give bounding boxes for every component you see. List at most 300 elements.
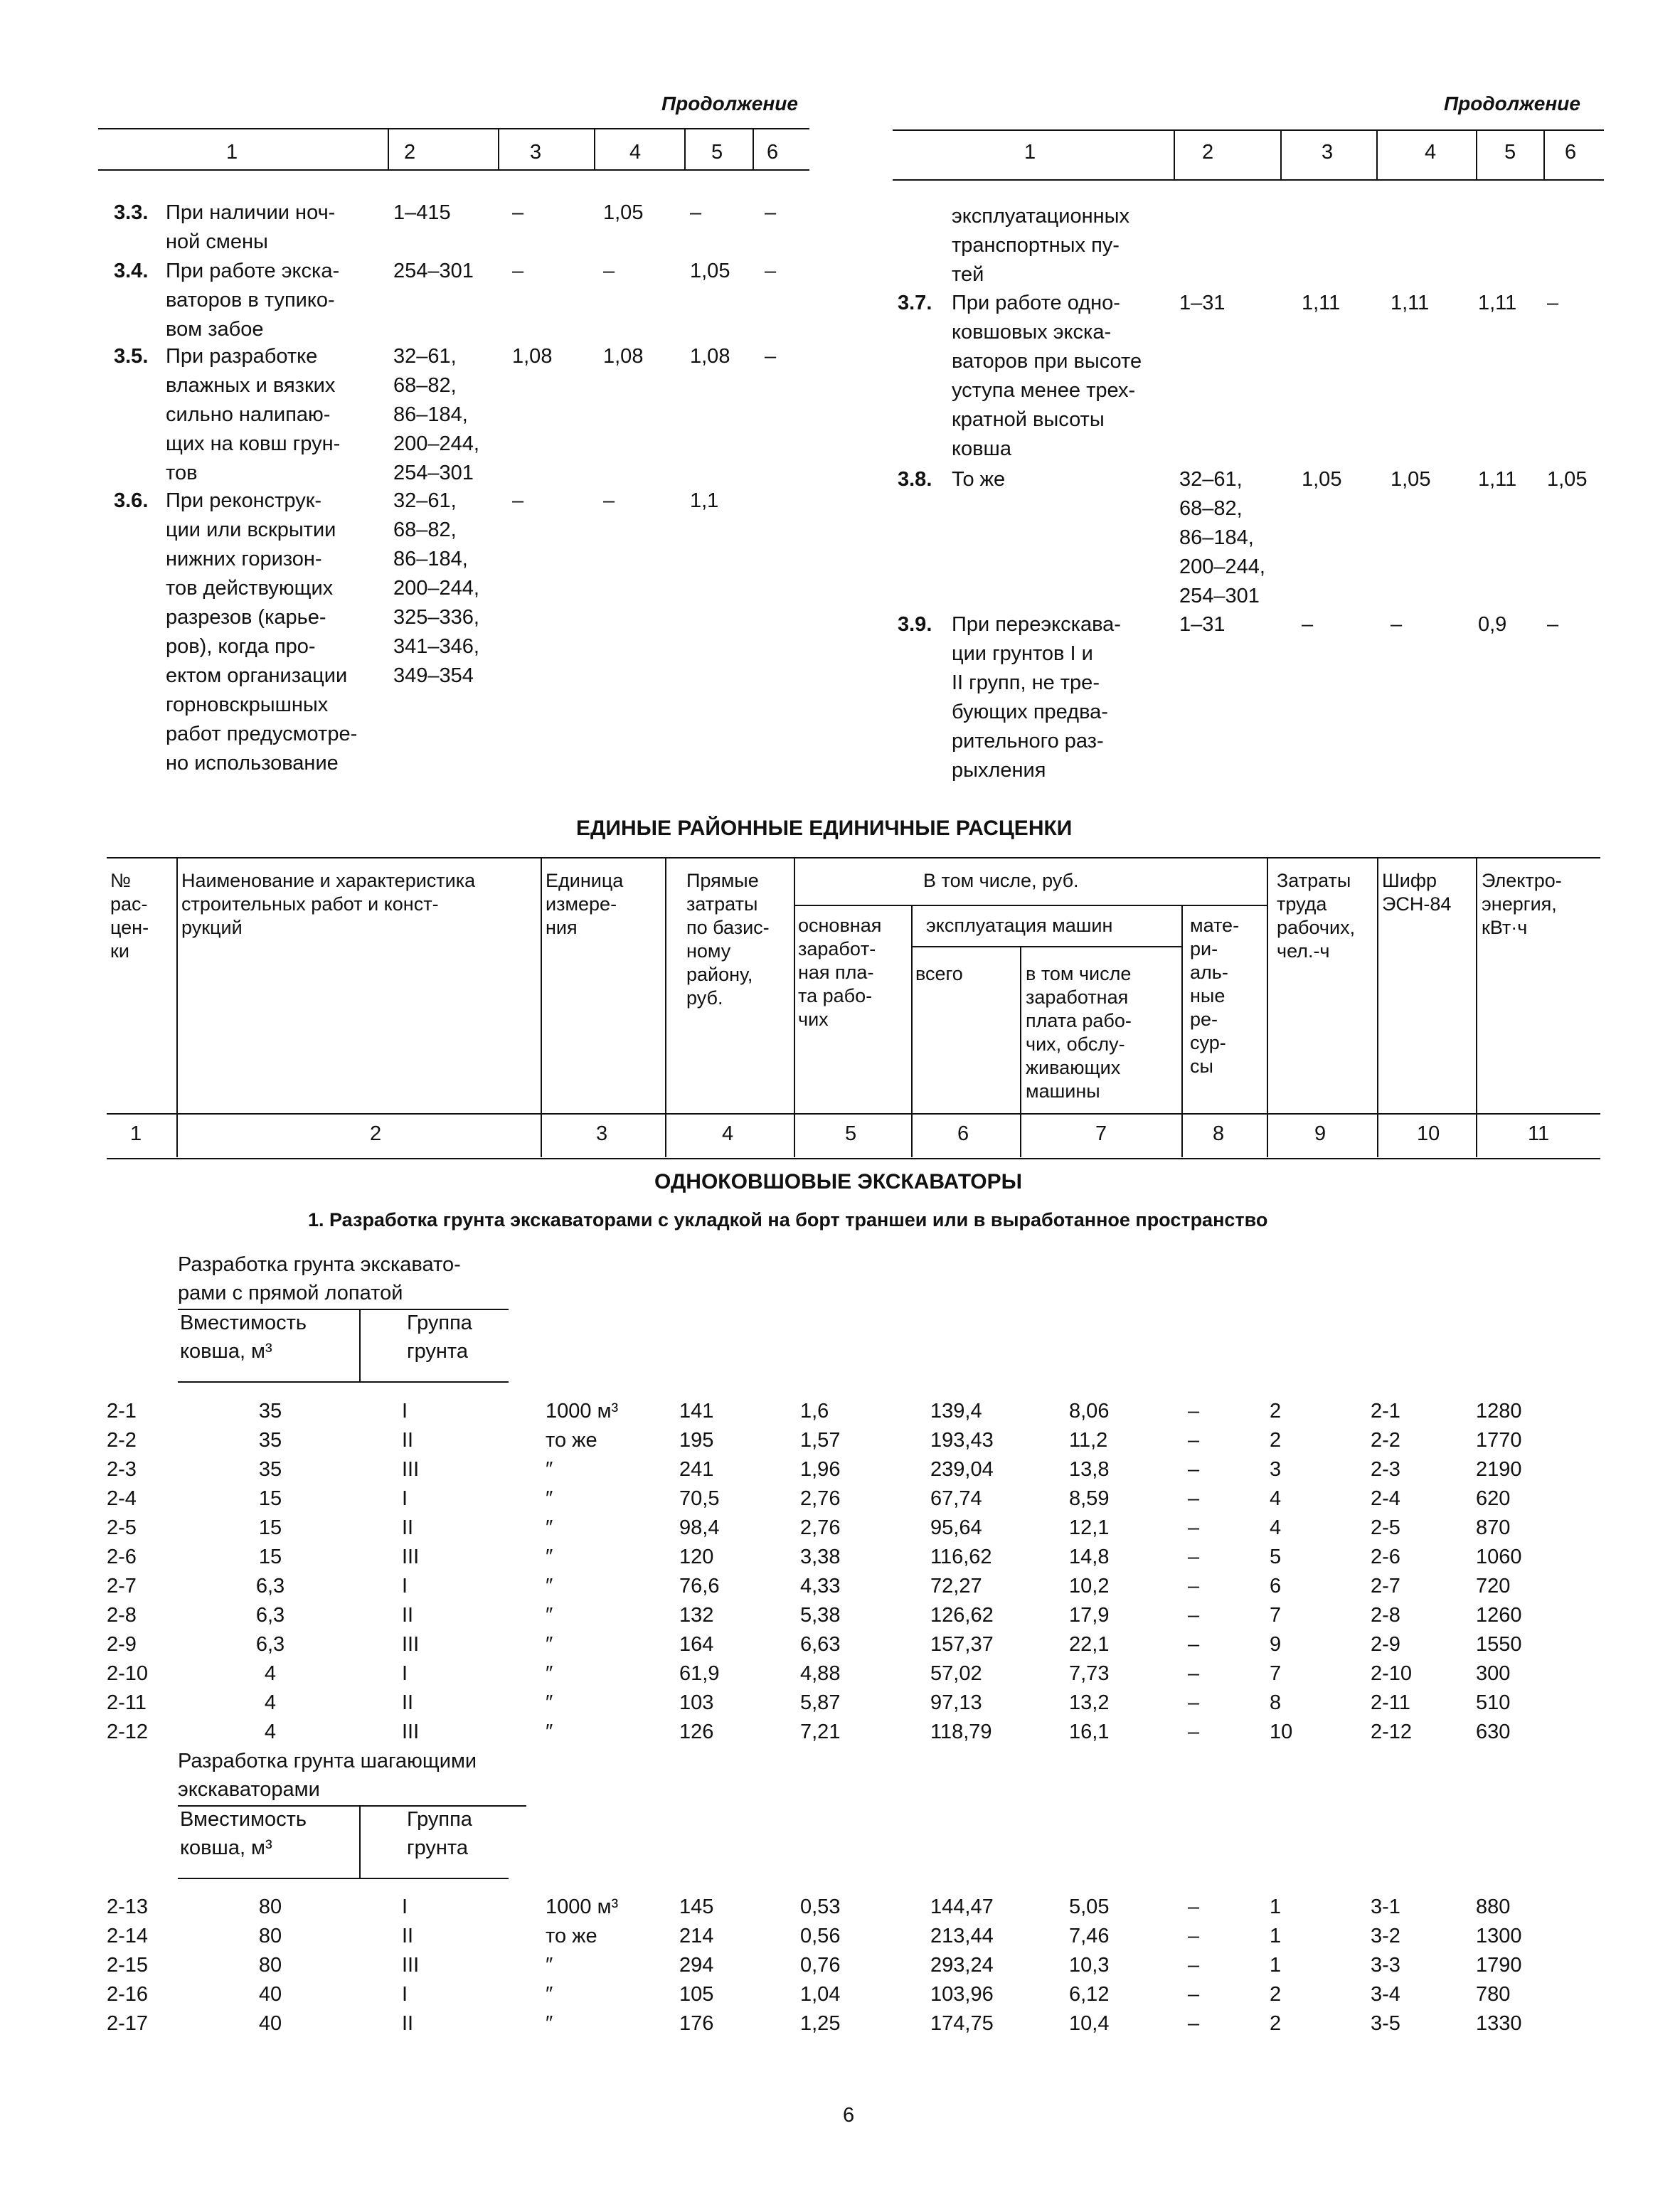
rate-cell: 1,25	[800, 2012, 841, 2035]
rate-cell: 3-3	[1371, 1954, 1400, 1977]
row-value-col4: –	[1391, 613, 1403, 636]
row-number: 3.9.	[898, 613, 932, 636]
rate-cell: 80	[258, 1925, 282, 1947]
group-header-bottom-rule	[178, 1878, 509, 1879]
left-col-divider	[684, 129, 686, 169]
row-code-range: 254–301	[393, 260, 474, 282]
rate-cell: –	[1188, 1925, 1200, 1947]
page-number: 6	[843, 2104, 855, 2127]
column-number: 8	[1213, 1122, 1225, 1145]
row-description: ковша	[952, 437, 1011, 460]
rate-cell: 4,33	[800, 1575, 841, 1597]
main-col-divider	[794, 858, 795, 1157]
rate-cell: ″	[546, 1487, 553, 1510]
rate-cell: 10,3	[1069, 1954, 1110, 1977]
row-description: транспортных пу-	[952, 234, 1120, 257]
rate-cell: 1,96	[800, 1458, 841, 1481]
rate-cell: 6,3	[255, 1633, 285, 1656]
rate-cell: 120	[679, 1546, 714, 1568]
row-code-range: 32–61,	[393, 345, 457, 368]
row-value-col4: –	[603, 489, 615, 512]
rate-cell: то же	[546, 1925, 597, 1947]
main-title: ЕДИНЫЕ РАЙОННЫЕ ЕДИНИЧНЫЕ РАСЦЕНКИ	[576, 817, 1073, 840]
right-col-divider	[1543, 131, 1545, 179]
left-col-header-3: 3	[530, 141, 542, 164]
rate-cell: 2-10	[1371, 1662, 1413, 1685]
row-description: При разработке	[166, 345, 318, 368]
right-col-header-5: 5	[1504, 141, 1516, 164]
rate-cell: 80	[258, 1896, 282, 1918]
rate-cell: –	[1188, 1662, 1200, 1685]
header-base-wage: та рабо-	[798, 985, 873, 1006]
rate-cell: 2	[1270, 2012, 1282, 2035]
rate-cell: –	[1188, 1633, 1200, 1656]
rate-cell: 1	[1270, 1954, 1282, 1977]
row-description: сильно налипаю-	[166, 403, 331, 426]
row-description: рительного раз-	[952, 730, 1104, 753]
rate-cell: 294	[679, 1954, 714, 1977]
row-description: То же	[952, 468, 1006, 491]
row-value-col3: 1,08	[512, 345, 553, 368]
row-code-range: 325–336,	[393, 606, 479, 629]
rate-cell: 157,37	[930, 1633, 994, 1656]
rate-cell: 2-7	[1371, 1575, 1400, 1597]
rate-cell: –	[1188, 2012, 1200, 2035]
rate-cell: –	[1188, 1516, 1200, 1539]
column-number: 4	[722, 1122, 734, 1145]
row-description: кратной высоты	[952, 408, 1105, 431]
rate-cell: 1790	[1476, 1954, 1522, 1977]
rate-cell: 5	[1270, 1546, 1282, 1568]
rate-cell: 1060	[1476, 1546, 1522, 1568]
rate-cell: 870	[1476, 1516, 1511, 1539]
row-code-range: 32–61,	[1179, 468, 1243, 491]
rate-cell: 2-4	[107, 1487, 137, 1510]
row-code-range: 254–301	[393, 462, 474, 484]
row-code-range: 341–346,	[393, 635, 479, 658]
row-value-col5: 1,11	[1478, 292, 1517, 314]
rate-cell: I	[402, 1896, 408, 1918]
row-code-range: 86–184,	[393, 403, 468, 426]
header-work-name: рукций	[181, 917, 243, 938]
rate-cell: –	[1188, 1691, 1200, 1714]
left-col-divider	[594, 129, 595, 169]
rate-cell: 7,21	[800, 1721, 841, 1743]
right-col-header-1: 1	[1024, 141, 1036, 164]
row-description: ров), когда про-	[166, 635, 316, 658]
rate-cell: 97,13	[930, 1691, 982, 1714]
rate-cell: 98,4	[679, 1516, 720, 1539]
rate-cell: 35	[258, 1400, 282, 1423]
column-number: 9	[1314, 1122, 1327, 1145]
rate-cell: 2-6	[107, 1546, 137, 1568]
header-unit: ния	[546, 917, 578, 938]
row-description: При переэкскава-	[952, 613, 1121, 636]
rate-cell: II	[402, 1604, 414, 1627]
rate-cell: 13,8	[1069, 1458, 1110, 1481]
rate-cell: 6,3	[255, 1604, 285, 1627]
section-title: ОДНОКОВШОВЫЕ ЭКСКАВАТОРЫ	[654, 1170, 1023, 1193]
rate-cell: –	[1188, 1575, 1200, 1597]
rate-cell: 61,9	[679, 1662, 720, 1685]
main-header-top-rule	[107, 857, 1600, 858]
right-col-divider	[1280, 131, 1282, 179]
group-title: Разработка грунта шагающими	[178, 1750, 477, 1772]
row-description: ектом организации	[166, 664, 348, 687]
rate-cell: I	[402, 1400, 408, 1423]
rate-cell: 2-13	[107, 1896, 149, 1918]
rate-cell: 3-4	[1371, 1983, 1400, 2006]
header-base-wage: зарабoт-	[798, 938, 876, 959]
rate-cell: 4	[264, 1691, 277, 1714]
rate-cell: III	[402, 1546, 420, 1568]
rate-cell: 1260	[1476, 1604, 1522, 1627]
header-direct-costs: ному	[686, 940, 731, 962]
rate-cell: 4	[264, 1662, 277, 1685]
rate-cell: I	[402, 1487, 408, 1510]
rate-cell: –	[1188, 1954, 1200, 1977]
rate-cell: 2-5	[1371, 1516, 1400, 1539]
group-title: рами с прямой лопатой	[178, 1282, 403, 1304]
row-description: ковшовых экска-	[952, 321, 1112, 344]
rate-cell: 1550	[1476, 1633, 1522, 1656]
row-code-range: 1–415	[393, 201, 451, 224]
left-col-divider	[753, 129, 754, 169]
header-unit: Единица	[546, 870, 624, 891]
header-direct-costs: руб.	[686, 987, 723, 1009]
rate-cell: 7,73	[1069, 1662, 1110, 1685]
rate-cell: 2-1	[1371, 1400, 1400, 1423]
rate-cell: 213,44	[930, 1925, 994, 1947]
rate-cell: 620	[1476, 1487, 1511, 1510]
rate-cell: ″	[546, 1983, 553, 2006]
header-machine-wage: заработная	[1026, 987, 1129, 1008]
row-description: тей	[952, 263, 984, 286]
row-value-col6: –	[1547, 613, 1559, 636]
header-labor: Затраты	[1277, 870, 1351, 891]
rate-cell: –	[1188, 1983, 1200, 2006]
row-code-range: 68–82,	[393, 374, 457, 397]
rate-cell: 11,2	[1069, 1429, 1108, 1452]
rate-cell: I	[402, 1662, 408, 1685]
bucket-capacity-header: ковша, м³	[180, 1340, 272, 1363]
left-table-header-rule	[98, 169, 809, 171]
header-base-wage: основная	[798, 915, 882, 936]
column-number: 7	[1095, 1122, 1107, 1145]
rate-cell: II	[402, 2012, 414, 2035]
rate-cell: 8,59	[1069, 1487, 1110, 1510]
rate-cell: 4	[264, 1721, 277, 1743]
row-description: ции грунтов I и	[952, 642, 1093, 665]
right-table-top-rule	[893, 129, 1604, 131]
soil-group-header: грунта	[407, 1836, 468, 1859]
rate-cell: 630	[1476, 1721, 1511, 1743]
rate-cell: III	[402, 1458, 420, 1481]
rate-cell: 6,3	[255, 1575, 285, 1597]
row-value-col6: –	[765, 201, 777, 224]
rate-cell: 2-9	[107, 1633, 137, 1656]
rate-cell: 2-11	[107, 1691, 147, 1714]
header-base-wage: чих	[798, 1009, 829, 1030]
rate-cell: 7	[1270, 1604, 1282, 1627]
row-description: нижних горизон-	[166, 548, 322, 570]
rate-cell: 2-10	[107, 1662, 149, 1685]
header-work-name: Наименование и характеристика	[181, 870, 476, 891]
column-number: 10	[1417, 1122, 1440, 1145]
rate-cell: 67,74	[930, 1487, 982, 1510]
rate-cell: 2	[1270, 1429, 1282, 1452]
header-machine-wage: плата рабо-	[1026, 1010, 1132, 1031]
row-code-range: 200–244,	[393, 577, 479, 600]
right-col-divider	[1476, 131, 1477, 179]
row-value-col5: 1,11	[1478, 468, 1517, 491]
rate-cell: 510	[1476, 1691, 1511, 1714]
main-col-divider	[1377, 858, 1378, 1157]
header-machine-wage: живающих	[1026, 1057, 1121, 1078]
group-title: экскаваторами	[178, 1778, 320, 1801]
rate-cell: 35	[258, 1458, 282, 1481]
row-value-col6: –	[765, 260, 777, 282]
column-number: 5	[845, 1122, 857, 1145]
row-description: ваторов при высоте	[952, 350, 1142, 373]
column-number: 1	[130, 1122, 142, 1145]
left-continuation-label: Продолжение	[661, 92, 798, 115]
rate-cell: 15	[258, 1487, 282, 1510]
rate-cell: III	[402, 1954, 420, 1977]
row-description: При реконструк-	[166, 489, 322, 512]
row-code-range: 254–301	[1179, 585, 1260, 607]
row-description: уступа менее трех-	[952, 379, 1136, 402]
rate-cell: 1770	[1476, 1429, 1522, 1452]
header-electricity: Электро-	[1482, 870, 1562, 891]
rate-cell: 5,87	[800, 1691, 841, 1714]
header-esn-code: Шифр	[1382, 870, 1437, 891]
rate-cell: 214	[679, 1925, 714, 1947]
row-number: 3.5.	[114, 345, 149, 368]
rate-cell: ″	[546, 1604, 553, 1627]
right-col-divider	[1376, 131, 1378, 179]
rate-cell: 2,76	[800, 1487, 841, 1510]
rate-cell: 174,75	[930, 2012, 994, 2035]
rate-cell: 176	[679, 2012, 714, 2035]
rate-cell: 2-2	[107, 1429, 137, 1452]
row-description: бующих предва-	[952, 701, 1108, 723]
rate-cell: 2-1	[107, 1400, 137, 1423]
row-value-col4: 1,11	[1391, 292, 1430, 314]
header-machine-wage: в том числе	[1026, 963, 1132, 984]
rate-cell: 72,27	[930, 1575, 982, 1597]
left-col-divider	[498, 129, 499, 169]
row-value-col5: 0,9	[1478, 613, 1507, 636]
header-unit: измере-	[546, 893, 617, 915]
rate-cell: –	[1188, 1721, 1200, 1743]
rate-cell: 13,2	[1069, 1691, 1110, 1714]
rate-cell: 144,47	[930, 1896, 994, 1918]
left-col-divider	[388, 129, 389, 169]
row-value-col3: –	[512, 260, 524, 282]
row-description: тов действующих	[166, 577, 334, 600]
main-col-divider	[1020, 947, 1021, 1157]
row-value-col6: –	[765, 345, 777, 368]
row-description: разрезов (карье-	[166, 606, 326, 629]
rate-cell: –	[1188, 1896, 1200, 1918]
row-number: 3.8.	[898, 468, 932, 491]
bucket-capacity-header: Вместимость	[180, 1808, 307, 1831]
rate-cell: 2-11	[1371, 1691, 1410, 1714]
rate-cell: 10,4	[1069, 2012, 1110, 2035]
row-description: эксплуатационных	[952, 205, 1129, 228]
row-number: 3.4.	[114, 260, 149, 282]
rate-cell: 118,79	[930, 1721, 992, 1743]
header-work-name: строительных работ и конст-	[181, 893, 439, 915]
rate-cell: 2-16	[107, 1983, 149, 2006]
right-table-header-rule	[893, 179, 1604, 181]
left-col-header-4: 4	[629, 141, 642, 164]
bucket-capacity-header: Вместимость	[180, 1312, 307, 1334]
header-materials: мате-	[1190, 915, 1240, 936]
header-labor: рабочих,	[1277, 917, 1356, 938]
row-code-range: 1–31	[1179, 613, 1226, 636]
rate-cell: 2-7	[107, 1575, 137, 1597]
rate-cell: 10	[1270, 1721, 1293, 1743]
row-description: тов	[166, 462, 198, 484]
rate-cell: 8,06	[1069, 1400, 1110, 1423]
rate-cell: 2-3	[1371, 1458, 1400, 1481]
row-description: щих на ковш грун-	[166, 432, 341, 455]
rate-cell: 780	[1476, 1983, 1511, 2006]
soil-group-header: Группа	[407, 1808, 472, 1831]
rate-cell: 70,5	[679, 1487, 720, 1510]
left-table-top-rule	[98, 128, 809, 129]
rate-cell: 2-5	[107, 1516, 137, 1539]
rate-cell: 14,8	[1069, 1546, 1110, 1568]
row-value-col4: –	[603, 260, 615, 282]
rate-cell: 1	[1270, 1896, 1282, 1918]
column-number: 2	[370, 1122, 382, 1145]
row-description: влажных и вязких	[166, 374, 336, 397]
main-col-divider	[911, 906, 913, 1157]
group-header-divider	[359, 1807, 361, 1878]
rate-cell: 195	[679, 1429, 714, 1452]
rate-cell: II	[402, 1925, 414, 1947]
rate-cell: 17,9	[1069, 1604, 1110, 1627]
header-electricity: энергия,	[1482, 893, 1557, 915]
header-base-wage: ная пла-	[798, 962, 874, 983]
row-value-col3: 1,05	[1302, 468, 1342, 491]
rate-cell: 2-8	[1371, 1604, 1400, 1627]
left-col-header-6: 6	[767, 141, 779, 164]
rate-cell: 6,12	[1069, 1983, 1110, 2006]
row-number: 3.6.	[114, 489, 149, 512]
rate-cell: 4	[1270, 1516, 1282, 1539]
rate-cell: 3,38	[800, 1546, 841, 1568]
rate-cell: 880	[1476, 1896, 1511, 1918]
header-materials: аль-	[1190, 962, 1228, 983]
rate-cell: 2-17	[107, 2012, 149, 2035]
header-rate-number: №	[110, 870, 131, 891]
row-description: вом забое	[166, 318, 264, 341]
main-col-divider	[176, 858, 178, 1157]
header-machine-wage: чих, обслу-	[1026, 1033, 1125, 1055]
row-code-range: 32–61,	[393, 489, 457, 512]
header-including: В том числе, руб.	[923, 870, 1079, 891]
main-col-divider	[541, 858, 542, 1157]
rate-cell: 4,88	[800, 1662, 841, 1685]
rate-cell: 293,24	[930, 1954, 994, 1977]
rate-cell: 7,46	[1069, 1925, 1110, 1947]
rate-cell: 76,6	[679, 1575, 720, 1597]
rate-cell: 145	[679, 1896, 714, 1918]
row-code-range: 200–244,	[393, 432, 479, 455]
group-subheader-rule	[794, 905, 1267, 906]
group-header-top-rule	[178, 1309, 509, 1310]
header-materials: сур-	[1190, 1032, 1226, 1053]
main-header-bottom-rule	[107, 1113, 1600, 1115]
row-value-col6: –	[1547, 292, 1559, 314]
rate-cell: 6,63	[800, 1633, 841, 1656]
header-materials: ри-	[1190, 938, 1218, 959]
row-number: 3.7.	[898, 292, 932, 314]
row-description: рыхления	[952, 759, 1046, 782]
rate-cell: 15	[258, 1516, 282, 1539]
rate-cell: ″	[546, 1546, 553, 1568]
rate-cell: 40	[258, 2012, 282, 2035]
rate-cell: ″	[546, 1691, 553, 1714]
rate-cell: 2-2	[1371, 1429, 1400, 1452]
rate-cell: 1000 м³	[546, 1896, 619, 1918]
rate-cell: 2-3	[107, 1458, 137, 1481]
rate-cell: 40	[258, 1983, 282, 2006]
rate-cell: 2-9	[1371, 1633, 1400, 1656]
rate-cell: 139,4	[930, 1400, 982, 1423]
rate-cell: 103	[679, 1691, 714, 1714]
rate-cell: 3	[1270, 1458, 1282, 1481]
rate-cell: 2,76	[800, 1516, 841, 1539]
rate-cell: –	[1188, 1458, 1200, 1481]
header-materials: ре-	[1190, 1009, 1218, 1030]
group-header-divider	[359, 1310, 361, 1381]
header-rate-number: цен-	[110, 917, 149, 938]
rate-cell: 1,6	[800, 1400, 829, 1423]
rate-cell: 2-15	[107, 1954, 149, 1977]
header-machines: эксплуатация машин	[926, 915, 1113, 936]
left-col-header-1: 1	[226, 141, 238, 164]
rate-cell: –	[1188, 1400, 1200, 1423]
group-title: Разработка грунта экскавато-	[178, 1253, 461, 1276]
rate-cell: II	[402, 1516, 414, 1539]
rate-cell: 1,04	[800, 1983, 841, 2006]
row-value-col4: 1,05	[1391, 468, 1431, 491]
header-electricity: кВт·ч	[1482, 917, 1528, 938]
rate-cell: ″	[546, 1458, 553, 1481]
main-col-divider	[665, 858, 666, 1157]
rate-cell: 7	[1270, 1662, 1282, 1685]
rate-cell: 3-1	[1371, 1896, 1400, 1918]
subsection-title: 1. Разработка грунта экскаваторами с укладкой на борт траншеи или в выработанное пространство	[308, 1209, 1268, 1230]
group-header-bottom-rule	[178, 1381, 509, 1383]
header-rate-number: ки	[110, 940, 129, 962]
rate-cell: 239,04	[930, 1458, 994, 1481]
rate-cell: III	[402, 1721, 420, 1743]
row-description: При наличии ноч-	[166, 201, 336, 224]
header-machines-total: всего	[915, 963, 963, 984]
rate-cell: 126,62	[930, 1604, 994, 1627]
machines-subheader-rule	[911, 946, 1181, 947]
rate-cell: 57,02	[930, 1662, 982, 1685]
row-description: но использование	[166, 752, 339, 775]
rate-cell: 164	[679, 1633, 714, 1656]
rate-cell: 5,05	[1069, 1896, 1110, 1918]
